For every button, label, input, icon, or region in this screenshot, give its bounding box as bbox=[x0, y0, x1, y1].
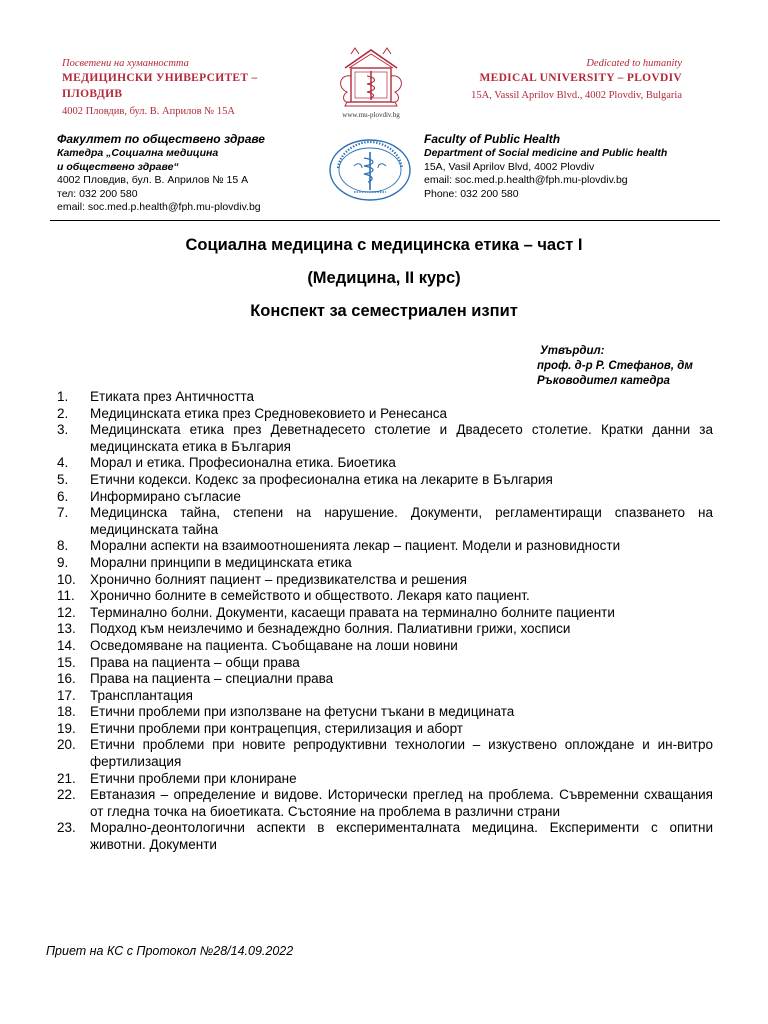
topic-text: Информирано съгласие bbox=[90, 488, 241, 504]
faculty-phone-en: Phone: 032 200 580 bbox=[424, 187, 519, 200]
list-item bbox=[57, 721, 713, 738]
topic-text: Етични проблеми при контрацепция, стерилизация и аборт bbox=[90, 720, 463, 736]
topic-text: Медицинската етика през Деветнадесето столетие и Двадесето столетие. Кратки данни за медицинската етика в България bbox=[90, 422, 713, 454]
header-motto-en: Dedicated to humanity bbox=[586, 58, 682, 69]
department-name-en: Department of Social medicine and Public health bbox=[424, 147, 668, 159]
list-item bbox=[57, 389, 713, 406]
topic-number: 9. bbox=[57, 554, 69, 570]
faculty-name-bg: Факултет по обществено здраве bbox=[57, 132, 265, 146]
topic-number: 4. bbox=[57, 455, 69, 471]
header-right bbox=[422, 57, 682, 106]
list-item bbox=[57, 588, 713, 605]
topic-number: 12. bbox=[57, 604, 76, 620]
topic-text: Евтаназия – определение и видове. Исторически преглед на проблема. Съвременни схващания от гледна точка на биоетиката. Състояние на проблема в различни страни bbox=[90, 787, 713, 819]
department-line2-bg: и обществено здраве“ bbox=[57, 160, 179, 173]
list-item bbox=[57, 771, 713, 788]
header-divider bbox=[50, 220, 720, 221]
approval-block bbox=[537, 344, 737, 389]
topic-text: Медицинската етика през Средновековието и Ренесанса bbox=[90, 405, 448, 421]
topic-text: Етични проблеми при новите репродуктивни технологии – изкуствено оплождане и ин-витро фертилизация bbox=[90, 737, 713, 770]
topic-number: 20. bbox=[57, 737, 76, 753]
topic-number: 23. bbox=[57, 820, 76, 836]
topic-text: Етични кодекси. Кодекс за професионална етика на лекарите в България bbox=[90, 471, 553, 487]
faculty-info-bg bbox=[57, 132, 317, 215]
list-item bbox=[57, 820, 713, 853]
department-line1-bg: Катедра „Социална медицина bbox=[57, 147, 219, 159]
topic-text: Етични проблеми при клониране bbox=[90, 770, 297, 786]
topic-number: 17. bbox=[57, 687, 76, 703]
approver-name: проф. д-р Р. Стефанов, дм bbox=[537, 360, 693, 372]
list-item bbox=[57, 638, 713, 655]
university-address-en: 15A, Vassil Aprilov Blvd., 4002 Plovdiv, Bulgaria bbox=[471, 90, 682, 101]
list-item bbox=[57, 406, 713, 423]
topic-text: Морално-деонтологични аспекти в експерименталната медицина. Експерименти с опитни животни. Документи bbox=[90, 820, 713, 853]
topic-text: Хронично болните в семейството и обществото. Лекаря като пациент. bbox=[90, 588, 530, 604]
list-item bbox=[57, 572, 713, 589]
topic-number: 7. bbox=[57, 505, 69, 521]
list-item bbox=[57, 704, 713, 721]
list-item bbox=[57, 688, 713, 705]
approval-label: Утвърдил: bbox=[540, 345, 605, 357]
list-item bbox=[57, 538, 713, 555]
list-item bbox=[57, 621, 713, 638]
list-item bbox=[57, 787, 713, 820]
list-item bbox=[57, 505, 713, 538]
approval-protocol-note: Приет на КС с Протокол №28/14.09.2022 bbox=[46, 944, 294, 958]
topic-number: 11. bbox=[57, 588, 75, 604]
header-motto-bg: Посветени на хуманността bbox=[62, 58, 189, 69]
topic-text: Медицинска тайна, степени на нарушение. Документи, регламентиращи спазването на медицинската тайна bbox=[90, 505, 713, 537]
topic-text: Етични проблеми при използване на фетусни тъкани в медицината bbox=[90, 704, 515, 720]
topic-number: 8. bbox=[57, 538, 69, 554]
list-item bbox=[57, 422, 713, 455]
faculty-email-bg[interactable]: email: soc.med.p.health@fph.mu-plovdiv.bg bbox=[57, 201, 261, 213]
topic-text: Хронично болният пациент – предизвикателства и решения bbox=[90, 571, 467, 587]
topic-number: 2. bbox=[57, 405, 69, 421]
topic-number: 15. bbox=[57, 654, 76, 670]
document-title: Социална медицина с медицинска етика – част I bbox=[185, 236, 583, 254]
topic-number: 16. bbox=[57, 671, 76, 687]
topic-text: Трансплантация bbox=[90, 687, 193, 703]
faculty-phone-bg: тел: 032 200 580 bbox=[57, 187, 138, 200]
topic-text: Подход към неизлечимо и безнадеждно болния. Палиативни грижи, хосписи bbox=[90, 621, 571, 637]
topic-number: 10. bbox=[57, 571, 76, 587]
topic-number: 18. bbox=[57, 704, 76, 720]
topic-text: Морални принципи в медицинската етика bbox=[90, 554, 352, 570]
topic-text: Осведомяване на пациента. Съобщаване на лоши новини bbox=[90, 637, 458, 653]
university-address-bg: 4002 Пловдив, бул. В. Априлов № 15А bbox=[62, 106, 235, 117]
topic-number: 3. bbox=[57, 422, 69, 438]
faculty-address-en: 15A, Vasil Aprilov Blvd, 4002 Plovdiv bbox=[424, 160, 595, 173]
topic-number: 1. bbox=[57, 389, 69, 404]
faculty-info-en bbox=[424, 132, 714, 201]
topic-text: Морал и етика. Професионална етика. Биоетика bbox=[90, 455, 396, 471]
website-link[interactable]: www.mu-plovdiv.bg bbox=[342, 111, 400, 119]
list-item bbox=[57, 455, 713, 472]
topic-text: Етиката през Античността bbox=[90, 389, 255, 404]
list-item bbox=[57, 472, 713, 489]
list-item bbox=[57, 555, 713, 572]
document-subtitle: (Медицина, II курс) bbox=[307, 269, 461, 287]
topic-number: 19. bbox=[57, 720, 76, 736]
topic-number: 6. bbox=[57, 488, 69, 504]
topic-text: Морални аспекти на взаимоотношенията лекар – пациент. Модели и разновидности bbox=[90, 538, 621, 554]
list-item bbox=[57, 489, 713, 506]
topic-number: 5. bbox=[57, 471, 69, 487]
university-logo-icon bbox=[331, 44, 411, 110]
list-item bbox=[57, 737, 713, 770]
faculty-seal-icon bbox=[328, 138, 412, 202]
university-name-bg: МЕДИЦИНСКИ УНИВЕРСИТЕТ – ПЛОВДИВ bbox=[62, 72, 258, 100]
faculty-name-en: Faculty of Public Health bbox=[424, 132, 561, 146]
list-item bbox=[57, 655, 713, 672]
list-item bbox=[57, 605, 713, 622]
faculty-email-en[interactable]: email: soc.med.p.health@fph.mu-plovdiv.bg bbox=[424, 174, 628, 186]
topic-number: 14. bbox=[57, 637, 76, 653]
topic-number: 22. bbox=[57, 787, 76, 803]
topic-text: Терминално болни. Документи, касаещи правата на терминално болните пациенти bbox=[90, 604, 615, 620]
topics-list bbox=[57, 389, 713, 854]
topic-number: 13. bbox=[57, 621, 76, 637]
document-heading: Конспект за семестриален изпит bbox=[250, 302, 518, 320]
faculty-address-bg: 4002 Пловдив, бул. В. Априлов № 15 А bbox=[57, 174, 249, 186]
topic-text: Права на пациента – специални права bbox=[90, 671, 334, 687]
list-item bbox=[57, 671, 713, 688]
topic-text: Права на пациента – общи права bbox=[90, 654, 300, 670]
header-left bbox=[62, 57, 312, 122]
topic-number: 21. bbox=[57, 770, 76, 786]
approver-role: Ръководител катедра bbox=[537, 375, 670, 387]
university-name-en: MEDICAL UNIVERSITY – PLOVDIV bbox=[479, 72, 682, 84]
